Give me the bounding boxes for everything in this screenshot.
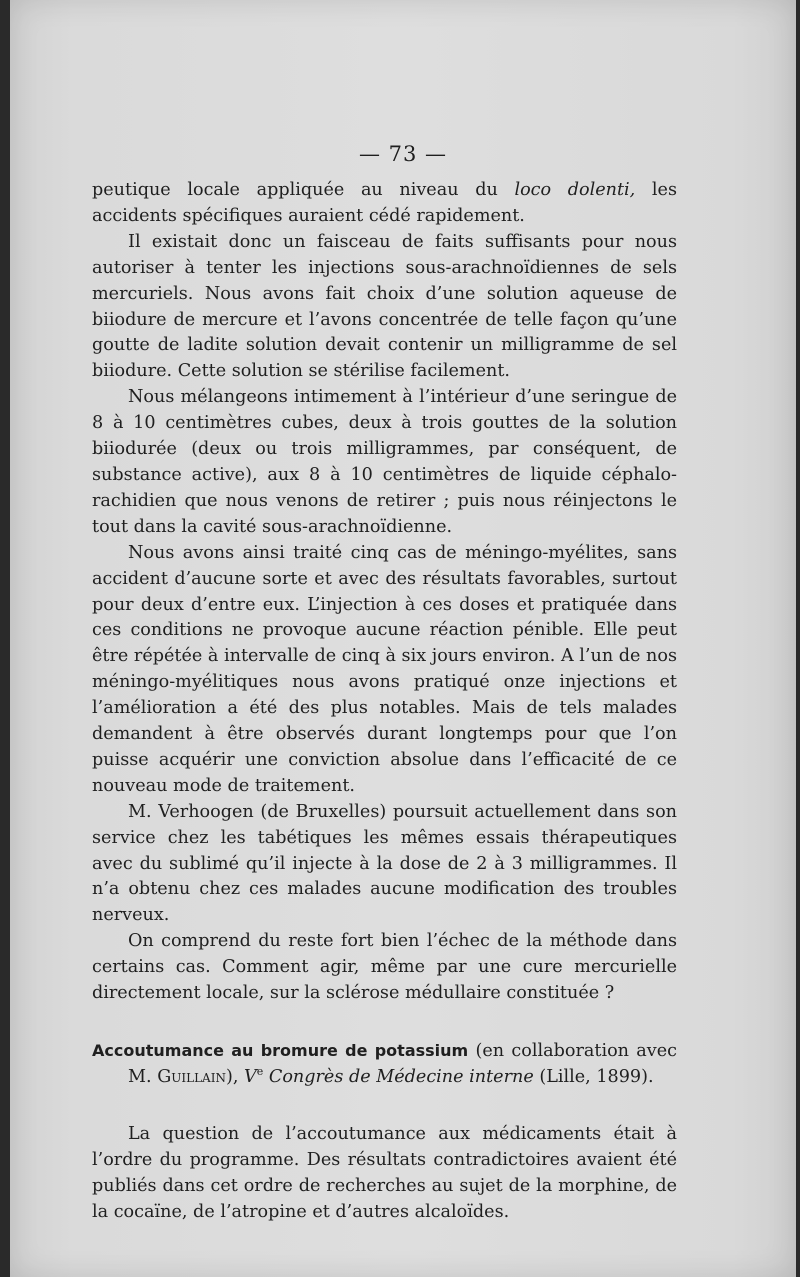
heading-superscript: e [256, 1065, 264, 1079]
heading-after-author: ), [225, 1066, 245, 1087]
paragraph-5 [92, 800, 677, 930]
p6-text: On comprend du reste fort bien l’échec de la méthode dans certains cas. Comment agir, même par une cure mercurielle directement locale, sur la sclérose médullaire constituée ? [92, 931, 677, 1004]
paragraph-6 [92, 929, 677, 1007]
paragraph-3 [92, 385, 677, 540]
body-text [92, 178, 677, 1225]
p2-text: Il existait donc un faisceau de faits suffisants pour nous autoriser à tenter les injections sous-arachnoïdiennes de sels mercuriels. Nous avons fait choix d’une solution aqueuse de biiodure de mercure et l’avons concentrée de telle façon qu’une goutte de ladite solution devait contenir un milligramme de sel biiodure. Cette solution se stérilise facilement. [92, 231, 677, 382]
p1-seg-1: peutique locale appliquée au niveau du [92, 180, 515, 200]
heading-roman: V [244, 1066, 257, 1087]
paragraph-final [92, 1122, 677, 1226]
p5-text: M. Verhoogen (de Bruxelles) poursuit actuellement dans son service chez les tabétiques les mêmes essais thérapeutiques avec du sublimé qu’il injecte à la dose de 2 à 3 milligrammes. Il n’a obtenu chez ces malades aucune modification des troubles nerveux. [92, 801, 677, 926]
paragraph-2 [92, 230, 677, 385]
heading-congress: Congrès de Médecine interne [263, 1066, 534, 1087]
section-heading [92, 1038, 677, 1091]
heading-collab: (en collaboration avec M. [128, 1041, 677, 1087]
heading-author: Guillain [157, 1066, 226, 1087]
section-spacer-2 [92, 1091, 677, 1122]
p1-seg-3: les accidents spécifiques auraient cédé rapidement. [92, 180, 677, 226]
p1-seg-2-italic: loco dolenti, [514, 180, 636, 200]
book-page [10, 0, 796, 1277]
paragraph-4 [92, 541, 677, 800]
paragraph-1 [92, 178, 677, 230]
final-text: La question de l’accoutumance aux médicaments était à l’ordre du programme. Des résultats contradictoires avaient été publiés dans cet ordre de recherches au sujet de la morphine, de la cocaïne, de l’atropine et d’autres alcaloïdes. [92, 1123, 677, 1222]
section-spacer [92, 1007, 677, 1038]
heading-title: Accoutumance au bromure de potassium [92, 1041, 469, 1060]
page-number: — 73 — [358, 142, 448, 166]
p3-text: Nous mélangeons intimement à l’intérieur d’une seringue de 8 à 10 centimètres cubes, deux à trois gouttes de la solution biiodurée (deux ou trois milligrammes, par conséquent, de substance active), aux 8 à 10 centimètres de liquide céphalo-rachidien que nous venons de retirer ; puis nous réinjectons le tout dans la cavité sous-arachnoïdienne. [92, 387, 677, 537]
heading-tail: (Lille, 1899). [533, 1066, 654, 1087]
p4-text: Nous avons ainsi traité cinq cas de méningo-myélites, sans accident d’aucune sorte et avec des résultats favorables, surtout pour deux d’entre eux. L’injection à ces doses et pratiquée dans ces conditions ne provoque aucune réaction pénible. Elle peut être répétée à intervalle de cinq à six jours environ. A l’un de nos méningo-myélitiques nous avons pratiqué onze injections et l’amélioration a été des plus notables. Mais de tels malades demandent à être observés durant longtemps pour que l’on puisse acquérir une conviction absolue dans l’efficacité de ce nouveau mode de traitement. [92, 542, 677, 796]
